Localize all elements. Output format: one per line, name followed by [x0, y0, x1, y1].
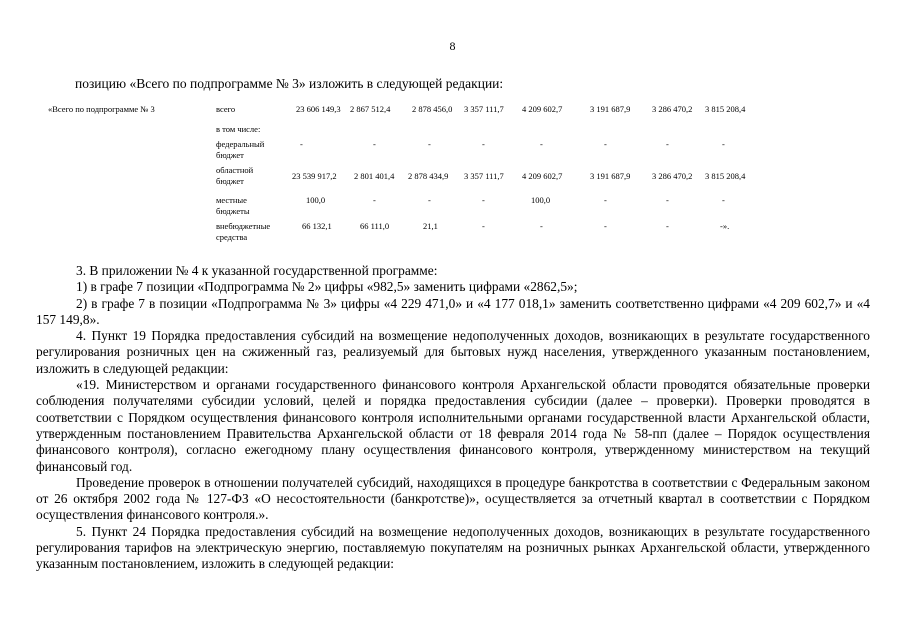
cell: 2 878 456,0	[412, 104, 453, 114]
row-source: в том числе:	[216, 124, 261, 134]
cell: 100,0	[306, 195, 326, 205]
cell: -	[604, 139, 607, 149]
cell: -	[540, 139, 543, 149]
table-row	[0, 221, 905, 253]
cell: -	[540, 221, 543, 231]
cell: -	[604, 221, 607, 231]
paragraph-4: 4. Пункт 19 Порядка предоставления субсидий на возмещение недополученных доходов, возникающих в результате государственного регулирования розничных цен на сжиженный газ, реализуемый для бытовых нужд населения, утвержденного указанным постановлением, изложить в следующей редакции:	[36, 328, 870, 376]
row-source-cont: бюджет	[216, 176, 244, 186]
cell: 3 286 470,2	[652, 171, 693, 181]
paragraph-5: 5. Пункт 24 Порядка предоставления субсидий на возмещение недополученных доходов, возникающих в результате государственного регулирования тарифов на электрическую энергию, поставляемую покупателям на розничных рынках Архангельской области, утвержденного указанным постановлением, изложить в следующей редакции:	[36, 523, 870, 572]
intro-line: позицию «Всего по подпрограмме № 3» изложить в следующей редакции:	[75, 76, 504, 91]
cell: -».	[720, 221, 730, 231]
table-row	[0, 139, 905, 167]
cell: -	[482, 221, 485, 231]
cell: 100,0	[531, 195, 551, 205]
cell: -	[604, 195, 607, 205]
cell: -	[300, 139, 303, 149]
row-source-cont: средства	[216, 232, 248, 242]
cell: 3 191 687,9	[590, 104, 631, 114]
cell: -	[722, 195, 725, 205]
cell: -	[666, 195, 669, 205]
paragraph-19: «19. Министерством и органами государственного финансового контроля Архангельской области проводятся обязательные проверки соблюдения получателями субсидии условий, целей и порядка предоставления субсидии (далее – проверки). Проверки проводятся в соответствии с Порядком осуществления финансового контроля исполнительными органами государственной власти Архангельской области, утвержденным постановлением Правительства Архангельской области от 18 февраля 2014 года № 58-пп (далее – Порядок осуществления финансового контроля), согласно ежегодному плану осуществления финансового контроля, утвержденному министерством на текущий финансовый год.	[36, 377, 870, 474]
cell: -	[666, 139, 669, 149]
cell: -	[722, 139, 725, 149]
row-source: внебюджетные	[216, 221, 271, 231]
subprogram-name: «Всего по подпрограмме № 3	[48, 104, 155, 114]
cell: 3 286 470,2	[652, 104, 693, 114]
cell: -	[373, 139, 376, 149]
row-source: всего	[216, 104, 236, 114]
row-source-cont: бюджеты	[216, 206, 250, 216]
cell: -	[482, 195, 485, 205]
cell: 66 132,1	[302, 221, 332, 231]
cell: -	[428, 139, 431, 149]
cell: -	[482, 139, 485, 149]
table-row	[0, 101, 905, 121]
cell: -	[373, 195, 376, 205]
cell: 21,1	[423, 221, 438, 231]
cell: 3 815 208,4	[705, 171, 746, 181]
paragraph-3: 3. В приложении № 4 к указанной государственной программе:	[76, 263, 438, 278]
table-row	[0, 197, 905, 225]
cell: 2 878 434,9	[408, 171, 449, 181]
paragraph-3-1: 1) в графе 7 позиции «Подпрограмма № 2» цифры «982,5» заменить цифрами «2862,5»;	[76, 279, 578, 295]
budget-table	[0, 101, 905, 253]
cell: 4 209 602,7	[522, 171, 563, 181]
row-source: областной	[216, 165, 254, 175]
cell: 23 606 149,3	[296, 104, 341, 114]
row-source-cont: бюджет	[216, 150, 244, 160]
cell: 3 357 111,7	[464, 171, 504, 181]
cell: 23 539 917,2	[292, 171, 337, 181]
cell: 3 191 687,9	[590, 171, 631, 181]
cell: -	[666, 221, 669, 231]
cell: 2 801 401,4	[354, 171, 395, 181]
cell: 3 815 208,4	[705, 104, 746, 114]
cell: 3 357 111,7	[464, 104, 504, 114]
row-source: федеральный	[216, 139, 265, 149]
cell: 4 209 602,7	[522, 104, 563, 114]
document-body	[36, 263, 870, 573]
page-number: 8	[449, 39, 456, 53]
row-source: местные	[216, 195, 247, 205]
cell: 66 111,0	[360, 221, 390, 231]
table-row	[0, 121, 905, 139]
table-row	[0, 167, 905, 197]
paragraph-bankruptcy: Проведение проверок в отношении получателей субсидий, находящихся в процедуре банкротства в соответствии с Федеральным законом от 26 октября 2002 года № 127-ФЗ «О несостоятельности (банкротстве)», осуществляется за отчетный квартал в соответствии с Порядком осуществления финансового контроля.».	[36, 474, 870, 523]
cell: -	[428, 195, 431, 205]
paragraph-3-2: 2) в графе 7 в позиции «Подпрограмма № 3» цифры «4 229 471,0» и «4 177 018,1» заменить соответственно цифрами «4 209 602,7» и «4 157 149,8».	[36, 295, 870, 327]
cell: 2 867 512,4	[350, 104, 391, 114]
